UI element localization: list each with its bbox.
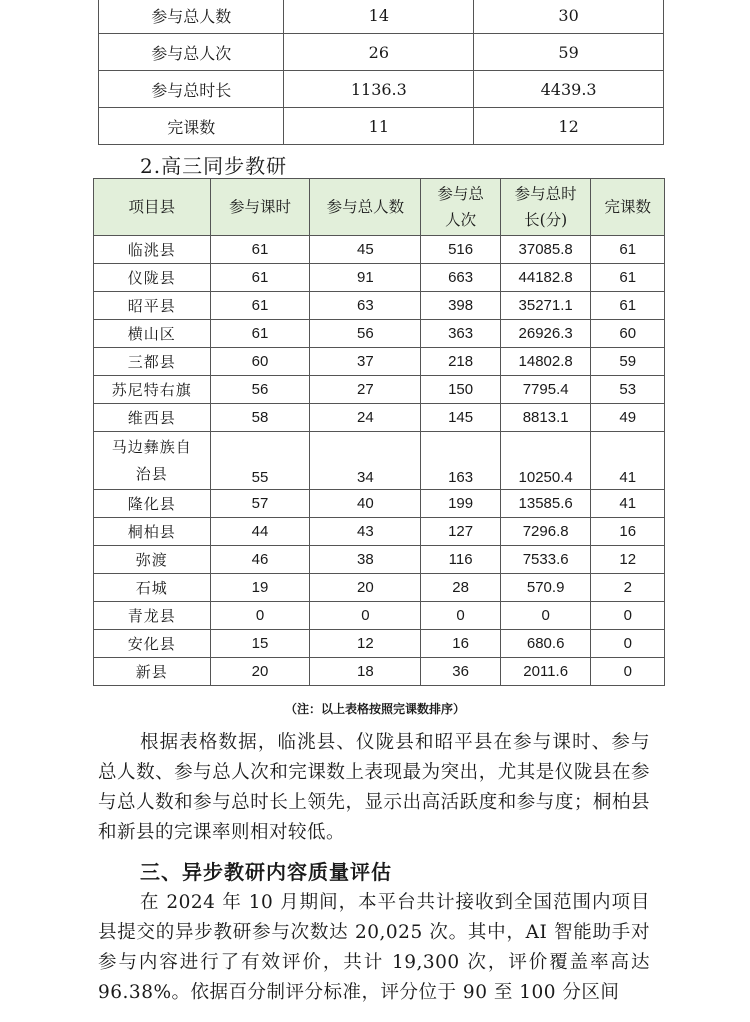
value-cell: 34 [310,432,421,490]
summary-cell: 4439.3 [474,71,664,108]
value-cell: 91 [310,264,421,292]
value-cell: 0 [591,658,665,686]
value-cell: 61 [210,264,310,292]
summary-cell: 30 [474,0,664,34]
summary-cell: 14 [284,0,474,34]
table-row [94,404,665,432]
value-cell: 61 [210,292,310,320]
value-cell: 46 [210,546,310,574]
value-cell: 218 [421,348,500,376]
value-cell: 570.9 [500,574,591,602]
value-cell: 44182.8 [500,264,591,292]
value-cell: 43 [310,518,421,546]
header-completed: 完课数 [591,179,665,236]
county-name-cell: 仪陇县 [94,264,211,292]
value-cell: 145 [421,404,500,432]
county-name-cell: 昭平县 [94,292,211,320]
summary-cell: 59 [474,34,664,71]
section-title-grade12-sync: 2.高三同步教研 [140,154,288,178]
summary-cell: 26 [284,34,474,71]
section-title-async-quality: 三、异步教研内容质量评估 [140,860,392,884]
value-cell: 49 [591,404,665,432]
async-summary-paragraph: 在 2024 年 10 月期间，本平台共计接收到全国范围内项目县提交的异步教研参与次数达 20,025 次。其中，AI 智能助手对参与内容进行了有效评价，共计 19,300 次，评价覆盖率高达 96.38%。依据百分制评分标准，评分位于 90 至 100 分区间 [98,892,650,1003]
table-row [94,376,665,404]
value-cell: 61 [210,320,310,348]
value-cell: 37085.8 [500,236,591,264]
value-cell: 199 [421,490,500,518]
header-people: 参与总人数 [310,179,421,236]
value-cell: 16 [421,630,500,658]
county-name-cell: 横山区 [94,320,211,348]
value-cell: 7533.6 [500,546,591,574]
table-row [94,518,665,546]
value-cell: 28 [421,574,500,602]
county-participation-table [93,178,665,686]
value-cell: 398 [421,292,500,320]
value-cell: 38 [310,546,421,574]
value-cell: 27 [310,376,421,404]
value-cell: 37 [310,348,421,376]
value-cell: 61 [591,236,665,264]
summary-table-partial [98,0,664,145]
table-row [94,236,665,264]
table-row [94,264,665,292]
table-row [94,630,665,658]
value-cell: 18 [310,658,421,686]
value-cell: 56 [210,376,310,404]
value-cell: 20 [310,574,421,602]
value-cell: 41 [591,490,665,518]
value-cell: 363 [421,320,500,348]
table-row [94,292,665,320]
value-cell: 24 [310,404,421,432]
value-cell: 116 [421,546,500,574]
value-cell: 0 [310,602,421,630]
value-cell: 41 [591,432,665,490]
county-name-cell: 弥渡 [94,546,211,574]
value-cell: 0 [421,602,500,630]
value-cell: 10250.4 [500,432,591,490]
value-cell: 44 [210,518,310,546]
table-row [94,320,665,348]
summary-row [99,34,664,71]
summary-row [99,71,664,108]
header-county: 项目县 [94,179,211,236]
summary-cell: 完课数 [99,108,284,145]
value-cell: 0 [500,602,591,630]
header-visits: 参与总 人次 [421,179,500,236]
county-name-cell: 苏尼特右旗 [94,376,211,404]
value-cell: 61 [591,292,665,320]
value-cell: 61 [210,236,310,264]
table-row [94,348,665,376]
value-cell: 19 [210,574,310,602]
summary-row [99,108,664,145]
value-cell: 58 [210,404,310,432]
county-name-cell: 桐柏县 [94,518,211,546]
table-row [94,602,665,630]
summary-row [99,0,664,34]
value-cell: 2011.6 [500,658,591,686]
value-cell: 0 [210,602,310,630]
table-row [94,658,665,686]
value-cell: 40 [310,490,421,518]
value-cell: 13585.6 [500,490,591,518]
table-header-row [94,179,665,236]
summary-cell: 11 [284,108,474,145]
value-cell: 663 [421,264,500,292]
table-row [94,490,665,518]
value-cell: 7795.4 [500,376,591,404]
value-cell: 16 [591,518,665,546]
value-cell: 127 [421,518,500,546]
value-cell: 150 [421,376,500,404]
value-cell: 0 [591,602,665,630]
table-note: （注：以上表格按照完课数排序） [284,702,465,716]
table-row [94,432,665,490]
value-cell: 15 [210,630,310,658]
county-name-cell: 临洮县 [94,236,211,264]
value-cell: 45 [310,236,421,264]
value-cell: 61 [591,264,665,292]
value-cell: 8813.1 [500,404,591,432]
value-cell: 36 [421,658,500,686]
analysis-paragraph: 根据表格数据，临洮县、仪陇县和昭平县在参与课时、参与总人数、参与总人次和完课数上表现最为突出，尤其是仪陇县在参与总人数和参与总时长上领先，显示出高活跃度和参与度；桐柏县和新县的完课率则相对较低。 [98,732,650,843]
county-name-cell: 马边彝族自 治县 [94,432,211,490]
value-cell: 7296.8 [500,518,591,546]
value-cell: 680.6 [500,630,591,658]
value-cell: 56 [310,320,421,348]
county-name-cell: 隆化县 [94,490,211,518]
summary-cell: 12 [474,108,664,145]
header-hours: 参与课时 [210,179,310,236]
county-name-cell: 维西县 [94,404,211,432]
value-cell: 55 [210,432,310,490]
summary-cell: 参与总时长 [99,71,284,108]
value-cell: 60 [210,348,310,376]
table-row [94,546,665,574]
summary-cell: 参与总人数 [99,0,284,34]
county-name-cell: 新县 [94,658,211,686]
value-cell: 63 [310,292,421,320]
summary-cell: 参与总人次 [99,34,284,71]
value-cell: 26926.3 [500,320,591,348]
county-name-cell: 安化县 [94,630,211,658]
county-name-cell: 石城 [94,574,211,602]
county-name-cell: 青龙县 [94,602,211,630]
header-duration: 参与总时 长(分) [500,179,591,236]
value-cell: 14802.8 [500,348,591,376]
value-cell: 163 [421,432,500,490]
value-cell: 12 [591,546,665,574]
value-cell: 59 [591,348,665,376]
value-cell: 2 [591,574,665,602]
county-name-cell: 三都县 [94,348,211,376]
value-cell: 516 [421,236,500,264]
value-cell: 12 [310,630,421,658]
summary-cell: 1136.3 [284,71,474,108]
value-cell: 57 [210,490,310,518]
table-row [94,574,665,602]
value-cell: 53 [591,376,665,404]
value-cell: 20 [210,658,310,686]
value-cell: 60 [591,320,665,348]
value-cell: 0 [591,630,665,658]
value-cell: 35271.1 [500,292,591,320]
